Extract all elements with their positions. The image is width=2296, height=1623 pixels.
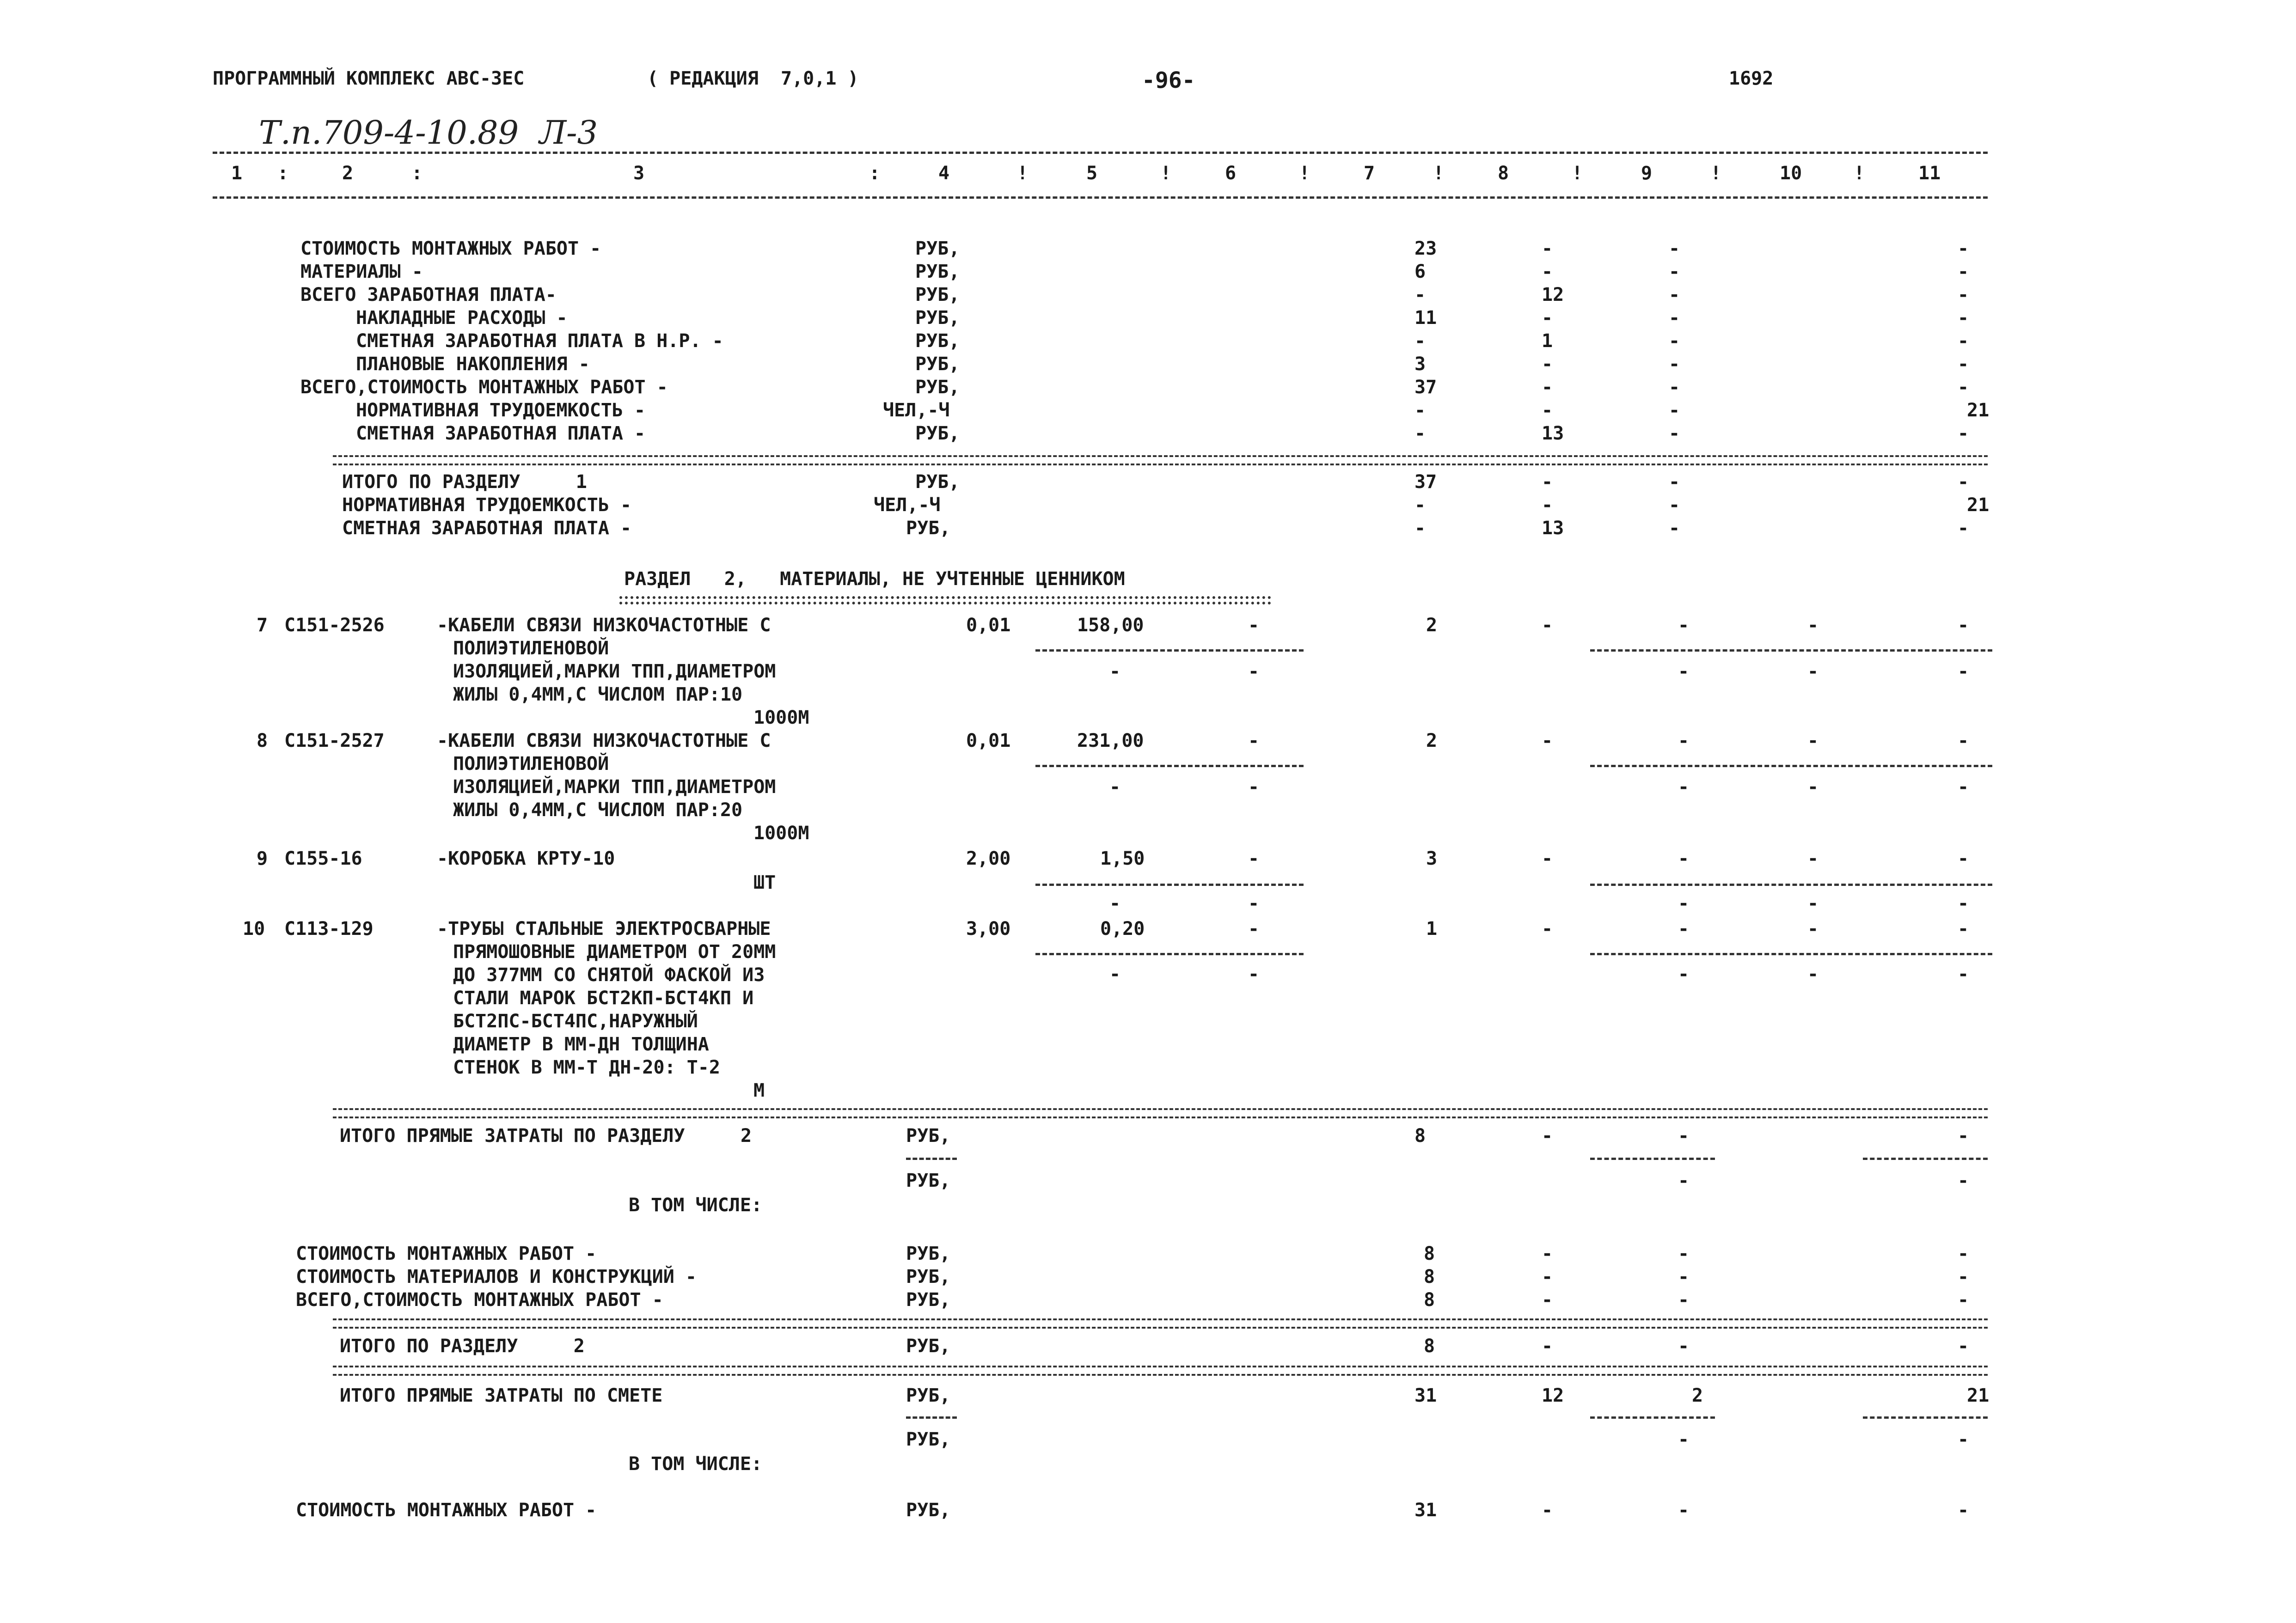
section2-breakdown-divider: [333, 1318, 1988, 1329]
column-number: 1: [231, 163, 243, 184]
section2-title-underline: [619, 596, 1271, 599]
edition-label: ( РЕДАКЦИЯ 7,0,1 ): [647, 68, 859, 89]
in-that-number-label-2: В ТОМ ЧИСЛЕ:: [629, 1453, 762, 1475]
in-that-number-label: В ТОМ ЧИСЛЕ:: [629, 1195, 762, 1216]
handwritten-reference: Т.п.709-4-10.89 Л-3: [259, 114, 598, 152]
column-number: 7: [1364, 163, 1375, 184]
header-top-rule: [213, 152, 1988, 154]
program-title: ПРОГРАММНЫЙ КОМПЛЕКС АВС-3ЕС: [213, 68, 525, 89]
column-number: 4: [938, 163, 950, 184]
page-number: -96-: [1142, 67, 1195, 93]
section2-items-divider: [333, 1108, 1988, 1118]
column-number: 5: [1086, 163, 1098, 184]
column-number: 8: [1498, 163, 1509, 184]
column-number: 10: [1780, 163, 1802, 184]
document-number: 1692: [1729, 68, 1774, 89]
section1-divider: [333, 455, 1988, 465]
header-bottom-rule: [213, 196, 1988, 199]
column-number: 3: [633, 163, 645, 184]
section2-title: РАЗДЕЛ 2, МАТЕРИАЛЫ, НЕ УЧТЕННЫЕ ЦЕННИКОМ: [624, 568, 1125, 590]
column-number: 2: [342, 163, 354, 184]
column-number: 11: [1918, 163, 1941, 184]
column-number: 6: [1225, 163, 1237, 184]
column-number: 9: [1641, 163, 1653, 184]
estimate-divider: [333, 1366, 1988, 1376]
